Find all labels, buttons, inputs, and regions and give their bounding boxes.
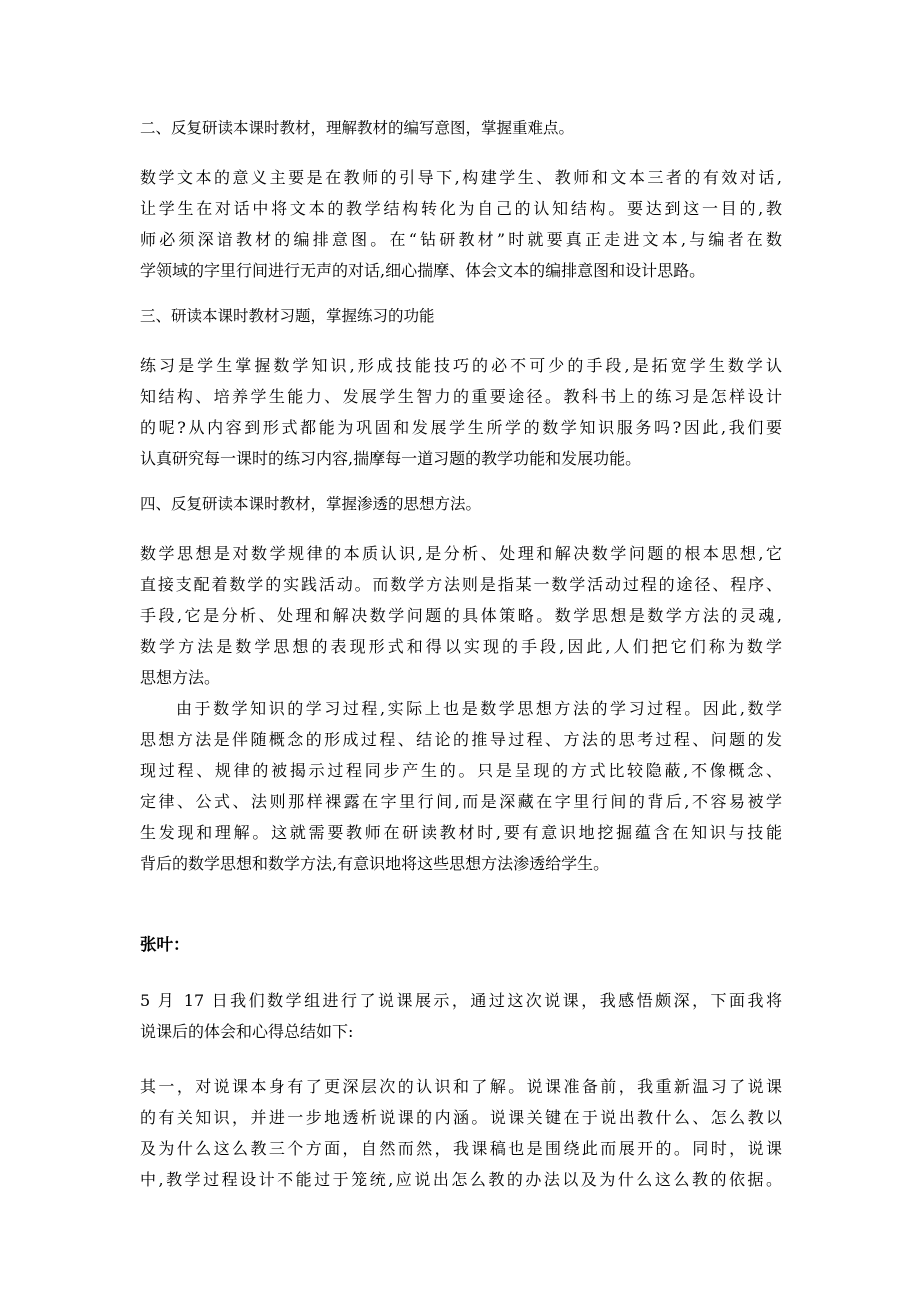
paragraph-line: 由于数学知识的学习过程,实际上也是数学思想方法的学习过程。因此,数学 [176, 699, 782, 718]
intro-paragraph [140, 985, 782, 1047]
section-2-heading [140, 113, 782, 144]
paragraph-line: 学领域的字里行间进行无声的对话,细心揣摩、体会文本的编排意图和设计思路。 [140, 261, 706, 280]
paragraph-line: 直接支配着数学的实践活动。而数学方法则是指某一数学活动过程的途径、程序、 [140, 575, 782, 594]
paragraph-line: 其一，对说课本身有了更深层次的认识和了解。说课准备前，我重新温习了说课 [140, 1077, 782, 1096]
section-3-paragraph [140, 350, 782, 474]
section-3-heading [140, 301, 782, 332]
paragraph-line: 数学文本的意义主要是在教师的引导下,构建学生、教师和文本三者的有效对话, [140, 168, 782, 187]
author-name: 张叶： [140, 935, 190, 954]
section-2-paragraph [140, 162, 782, 286]
paragraph-line: 说课后的体会和心得总结如下: [140, 1022, 354, 1041]
paragraph-line: 现过程、规律的被揭示过程同步产生的。只是呈现的方式比较隐蔽,不像概念、 [140, 761, 782, 780]
heading-text: 四、反复研读本课时教材，掌握渗透的思想方法。 [140, 495, 482, 513]
paragraph-line: 认真研究每一课时的练习内容,揣摩每一道习题的教学功能和发展功能。 [140, 449, 642, 468]
paragraph-line: 的呢?从内容到形式都能为巩固和发展学生所学的数学知识服务吗?因此,我们要 [140, 418, 782, 437]
author-block [140, 929, 782, 960]
paragraph-line: 中,教学过程设计不能过于笼统,应说出怎么教的办法以及为什么这么教的依据。 [140, 1170, 782, 1189]
paragraph-line: 练习是学生掌握数学知识,形成技能技巧的必不可少的手段,是拓宽学生数学认 [140, 356, 782, 375]
section-4-heading [140, 489, 782, 520]
paragraph-line: 数学方法是数学思想的表现形式和得以实现的手段,因此,人们把它们称为数学 [140, 637, 782, 656]
paragraph-line: 思想方法。 [140, 668, 221, 687]
paragraph-line: 让学生在对话中将文本的教学结构转化为自己的认知结构。要达到这一目的,教 [140, 199, 782, 218]
heading-text: 二、反复研读本课时教材，理解教材的编写意图，掌握重难点。 [140, 119, 575, 137]
point-1-paragraph [140, 1071, 782, 1195]
paragraph-line: 手段,它是分析、处理和解决数学问题的具体策略。数学思想是数学方法的灵魂, [140, 606, 782, 625]
paragraph-line: 思想方法是伴随概念的形成过程、结论的推导过程、方法的思考过程、问题的发 [140, 730, 782, 749]
paragraph-line: 定律、公式、法则那样裸露在字里行间,而是深藏在字里行间的背后,不容易被学 [140, 792, 782, 811]
paragraph-line: 及为什么这么教三个方面，自然而然，我课稿也是围绕此而展开的。同时，说课 [140, 1139, 782, 1158]
paragraph-line: 师必须深谙教材的编排意图。在“钻研教材”时就要真正走进文本,与编者在数 [140, 230, 782, 249]
paragraph-line: 数学思想是对数学规律的本质认识,是分析、处理和解决数学问题的根本思想,它 [140, 544, 782, 563]
paragraph-line: 生发现和理解。这就需要教师在研读教材时,要有意识地挖掘蕴含在知识与技能 [140, 823, 782, 842]
paragraph-line: 知结构、培养学生能力、发展学生智力的重要途径。教科书上的练习是怎样设计 [140, 387, 782, 406]
paragraph-line: 5 月 17 日我们数学组进行了说课展示，通过这次说课，我感悟颇深，下面我将 [140, 991, 782, 1010]
section-4-paragraph [140, 538, 782, 879]
heading-text: 三、研读本课时教材习题，掌握练习的功能 [140, 307, 435, 325]
paragraph-line: 的有关知识，并进一步地透析说课的内涵。说课关键在于说出教什么、怎么教以 [140, 1108, 782, 1127]
paragraph-line: 背后的数学思想和数学方法,有意识地将这些思想方法渗透给学生。 [140, 854, 610, 873]
